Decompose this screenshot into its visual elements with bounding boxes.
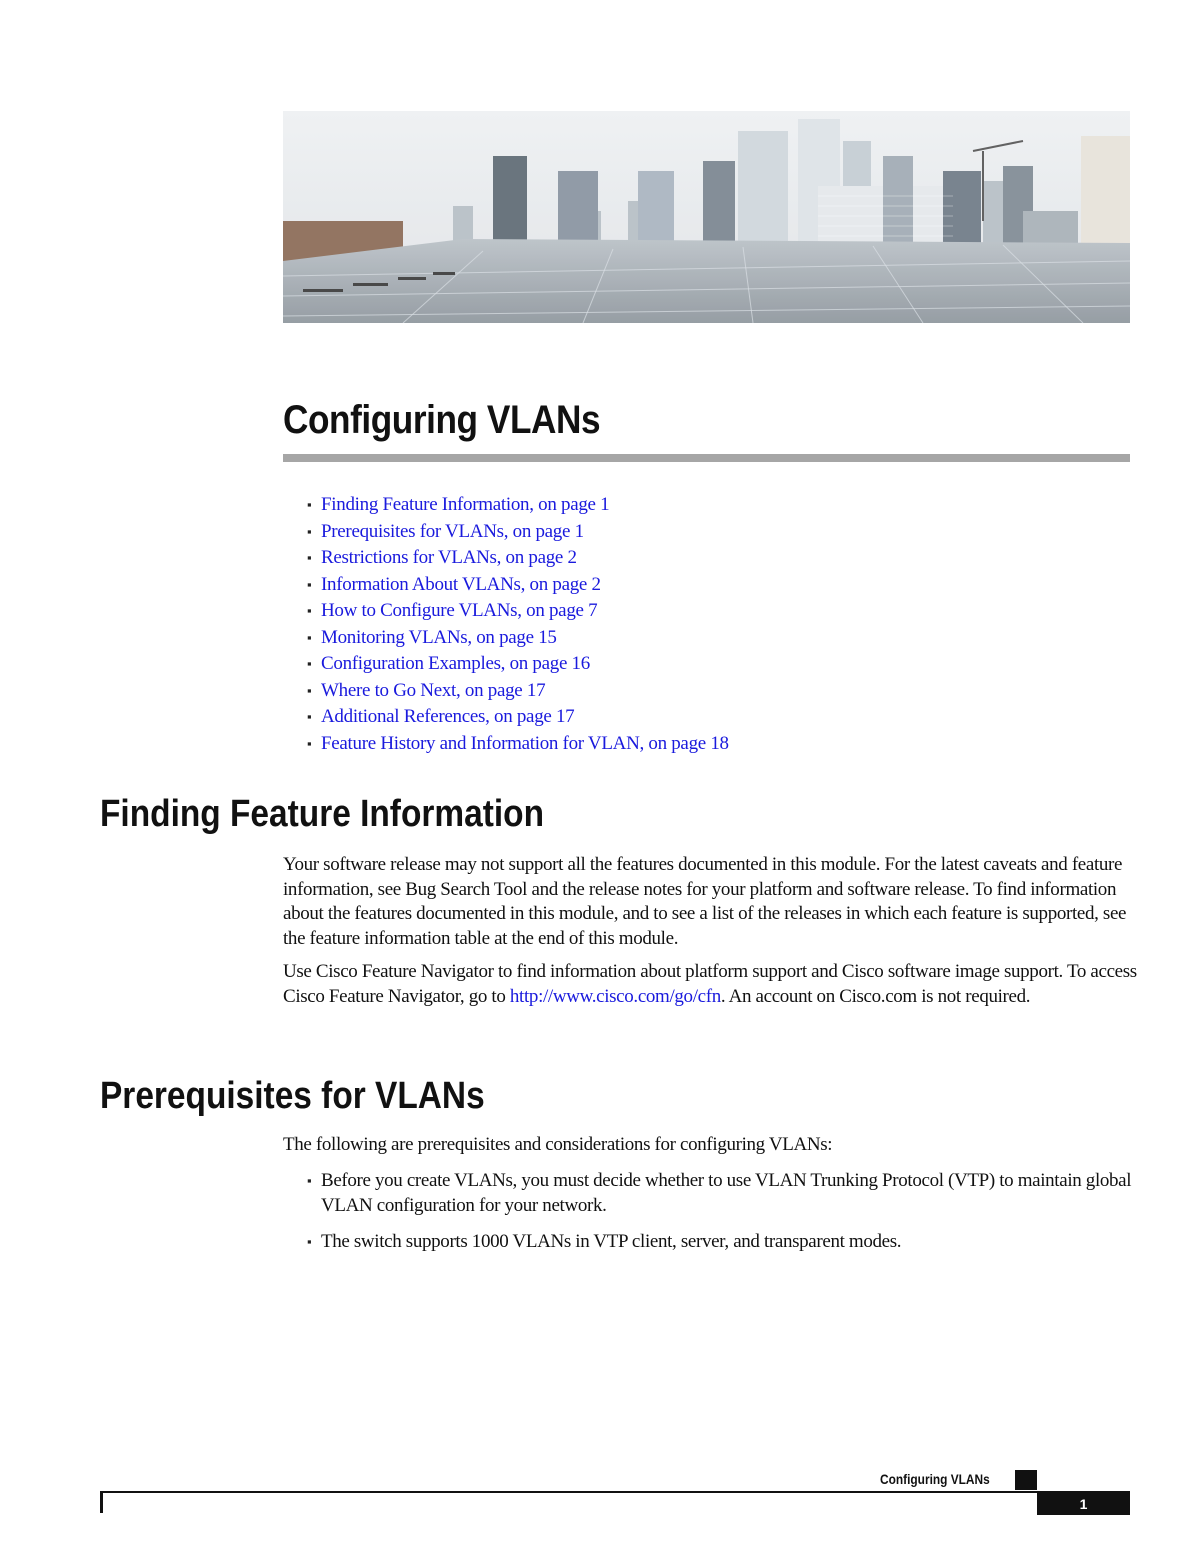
prerequisites-list <box>307 1169 1137 1267</box>
toc-item <box>307 598 729 625</box>
footer-document-title: Configuring VLANs <box>880 1471 990 1487</box>
toc-link-where-to-go-next[interactable]: Where to Go Next, on page 17 <box>321 679 546 701</box>
toc-list <box>307 492 729 757</box>
bullet-icon: ▪ <box>307 656 312 671</box>
footer-divider <box>100 1491 1130 1493</box>
list-item <box>307 1230 1137 1255</box>
cisco-feature-navigator-link[interactable]: http://www.cisco.com/go/cfn <box>509 985 721 1007</box>
toc-link-finding-feature-information[interactable]: Finding Feature Information, on page 1 <box>321 494 610 515</box>
footer-marker <box>1015 1470 1037 1490</box>
toc-item <box>307 678 729 705</box>
bullet-icon: ▪ <box>307 735 312 751</box>
finding-paragraph-2 <box>283 960 1143 1009</box>
toc-item <box>307 492 729 519</box>
toc-link-monitoring[interactable]: Monitoring VLANs, on page 15 <box>321 626 557 648</box>
section-heading-prerequisites: Prerequisites for VLANs <box>100 1075 485 1117</box>
toc-link-configuration-examples[interactable]: Configuration Examples, on page 16 <box>321 653 590 674</box>
bullet-icon: ▪ <box>307 629 312 645</box>
toc-link-feature-history[interactable]: Feature History and Information for VLAN, on page 18 <box>321 732 729 754</box>
finding-paragraph-1: Your software release may not support all the features documented in this module. For the latest caveats and feature information, see Bug Search Tool and the release notes for your platform and software release. To find information about the features documented in this module, and to see a list of the releases in which each feature is supported, see the feature information table at the end of this module. <box>283 854 1127 949</box>
toc-item <box>307 704 729 731</box>
title-divider <box>283 454 1130 462</box>
prerequisites-intro: The following are prerequisites and considerations for configuring VLANs: <box>283 1134 833 1155</box>
bullet-icon: ▪ <box>307 709 312 724</box>
toc-item <box>307 651 729 678</box>
toc-item <box>307 625 729 652</box>
bullet-icon: ▪ <box>307 1234 312 1249</box>
list-item-text: Before you create VLANs, you must decide whether to use VLAN Trunking Protocol (VTP) to maintain global VLAN configuration for your network. <box>321 1170 1132 1216</box>
bullet-icon: ▪ <box>307 603 312 618</box>
toc-item <box>307 519 729 546</box>
toc-link-restrictions[interactable]: Restrictions for VLANs, on page 2 <box>321 547 577 568</box>
toc-item <box>307 731 729 758</box>
toc-link-how-to-configure[interactable]: How to Configure VLANs, on page 7 <box>321 600 598 621</box>
page-number: 1 <box>1037 1493 1130 1515</box>
toc-link-information-about-vlans[interactable]: Information About VLANs, on page 2 <box>321 573 601 595</box>
toc-link-prerequisites[interactable]: Prerequisites for VLANs, on page 1 <box>321 520 584 542</box>
bullet-icon: ▪ <box>307 523 312 539</box>
toc-item <box>307 545 729 572</box>
footer-crop-mark <box>100 1491 103 1513</box>
header-banner-image <box>283 111 1130 323</box>
bullet-icon: ▪ <box>307 576 312 592</box>
bullet-icon: ▪ <box>307 682 312 698</box>
toc-item <box>307 572 729 599</box>
section-heading-finding-feature-information: Finding Feature Information <box>100 793 545 835</box>
bullet-icon: ▪ <box>307 550 312 565</box>
finding-paragraph-2-text-end: . An account on Cisco.com is not required. <box>720 985 1031 1007</box>
bullet-icon: ▪ <box>307 497 312 512</box>
finding-paragraph-2-text: Use Cisco Feature Navigator to find information about platform support and Cisco software image support. To access Cisco Feature Navigator, go to <box>283 961 1137 1007</box>
list-item-text: The switch supports 1000 VLANs in VTP client, server, and transparent modes. <box>321 1231 902 1252</box>
list-item <box>307 1169 1137 1218</box>
page-title: Configuring VLANs <box>283 398 601 442</box>
bullet-icon: ▪ <box>307 1173 312 1188</box>
toc-link-additional-references[interactable]: Additional References, on page 17 <box>321 706 575 727</box>
